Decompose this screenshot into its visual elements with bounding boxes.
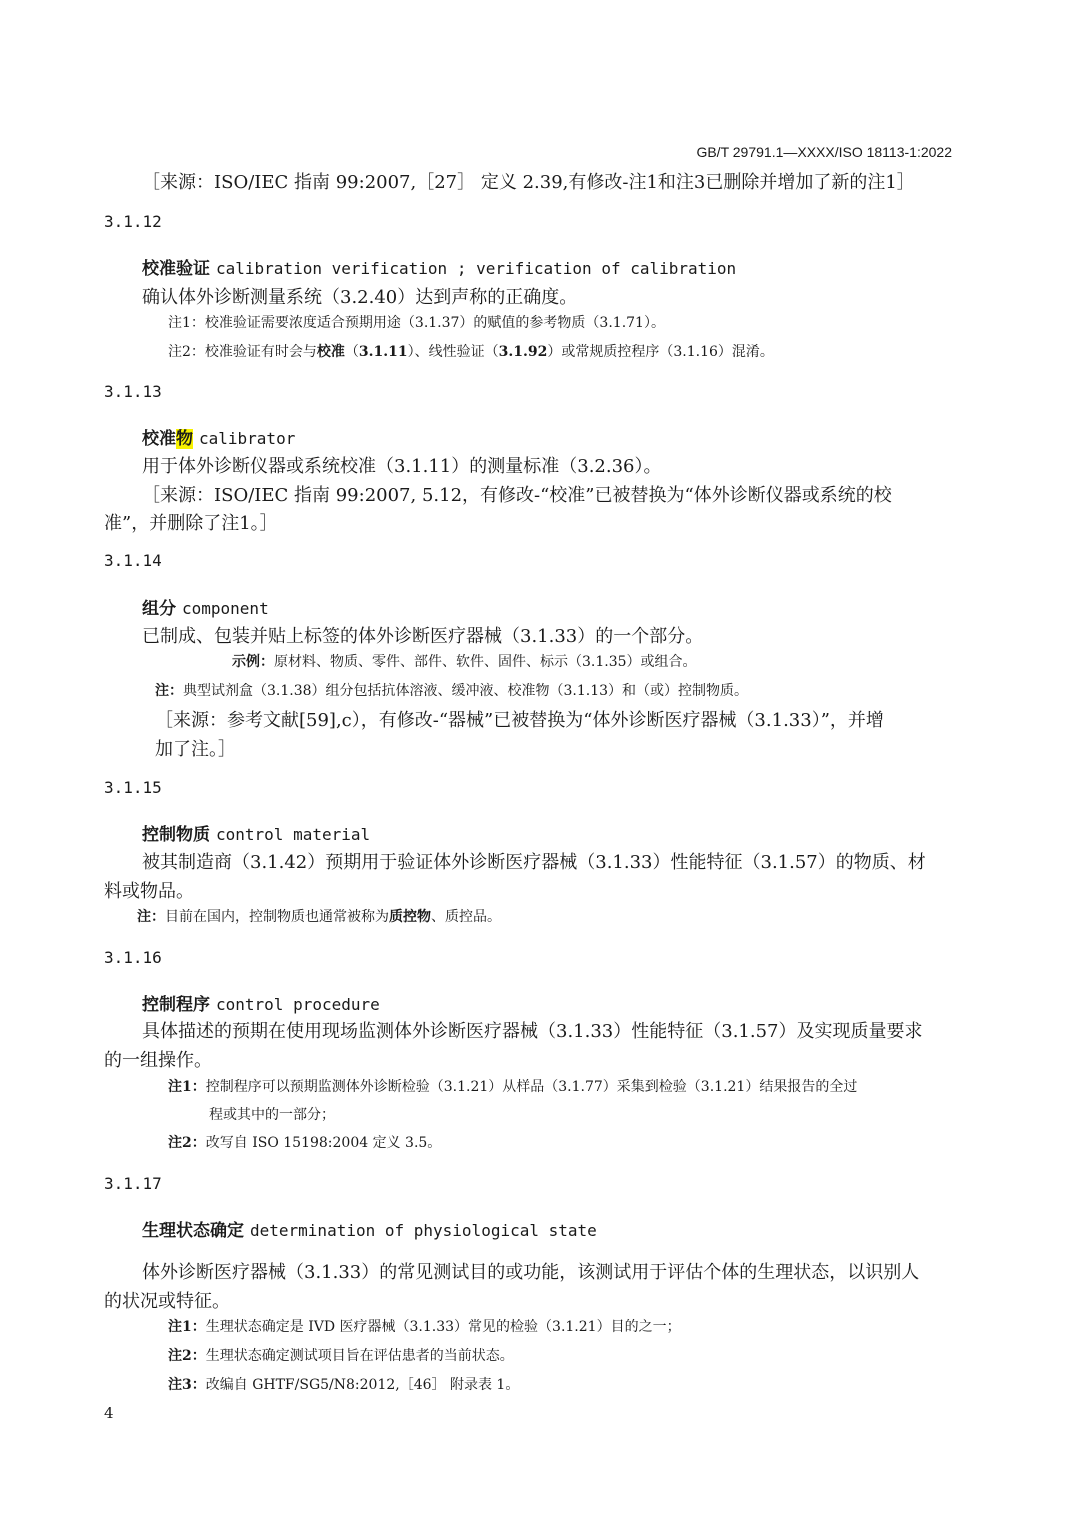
clause-number-3-1-15: 3.1.15: [104, 778, 162, 797]
note-label: 注：: [137, 909, 165, 925]
clause-number-3-1-13: 3.1.13: [104, 382, 162, 401]
term-cn: 组分: [142, 599, 176, 619]
note-2-3-1-16: [168, 1132, 441, 1152]
definition-3-1-12: 确认体外诊断测量系统（3.2.40）达到声称的正确度。: [142, 287, 578, 308]
page-number: 4: [104, 1404, 114, 1422]
note-2-3-1-12: [168, 341, 774, 361]
term-en: control procedure: [216, 995, 380, 1014]
definition-3-1-13: 用于体外诊断仪器或系统校准（3.1.11）的测量标准（3.2.36）。: [142, 456, 662, 477]
note-text: 改写自 ISO 15198:2004 定义 3.5。: [205, 1135, 442, 1151]
term-cn: 校准验证: [142, 259, 210, 279]
note-1-3-1-17: [168, 1316, 681, 1336]
example-text: 原材料、物质、零件、部件、软件、固件、标示（3.1.35）或组合。: [274, 654, 697, 670]
note-text: （: [344, 344, 359, 360]
note-3-1-15: [137, 906, 501, 926]
note-1-3-1-16-line2: 程或其中的一部分；: [209, 1107, 335, 1123]
term-3-1-14: [142, 594, 269, 619]
note-text: 生理状态确定测试项目旨在评估患者的当前状态。: [205, 1348, 514, 1364]
note-label: 注2：: [168, 1135, 206, 1151]
note-label: 注1：: [168, 1319, 206, 1335]
source-note-top: ［来源：ISO/IEC 指南 99:2007,［27］ 定义 2.39,有修改-注1和注3已删除并增加了新的注1］: [142, 172, 915, 193]
clause-number-3-1-16: 3.1.16: [104, 948, 162, 967]
source-3-1-14-line1: ［来源：参考文献[59],c），有修改-“器械”已被替换为“体外诊断医疗器械（3.1.33）”，并增: [155, 710, 884, 731]
note-label: 注2：: [168, 1348, 206, 1364]
definition-3-1-17-line1: 体外诊断医疗器械（3.1.33）的常见测试目的或功能，该测试用于评估个体的生理状态，以识别人: [142, 1262, 920, 1283]
note-text: 、质控品。: [431, 909, 501, 925]
definition-3-1-17-line2: 的状况或特征。: [104, 1291, 230, 1312]
note-2-3-1-17: [168, 1345, 514, 1365]
term-en: determination of physiological state: [250, 1221, 597, 1240]
example-3-1-14: [232, 651, 697, 671]
definition-3-1-16-line1: 具体描述的预期在使用现场监测体外诊断医疗器械（3.1.33）性能特征（3.1.57）及实现质量要求: [142, 1021, 923, 1042]
definition-3-1-16-line2: 的一组操作。: [104, 1050, 212, 1071]
source-3-1-13-line2: 准”，并删除了注1。］: [104, 513, 278, 534]
clause-number-3-1-14: 3.1.14: [104, 551, 162, 570]
clause-number-3-1-17: 3.1.17: [104, 1174, 162, 1193]
note-text: ）或常规质控程序（3.1.16）混淆。: [547, 344, 774, 360]
term-en: component: [182, 599, 269, 618]
note-text: 目前在国内，控制物质也通常被称为: [165, 909, 389, 925]
term-en: calibrator: [199, 429, 296, 448]
term-3-1-13: [142, 424, 295, 449]
note-text: 改编自 GHTF/SG5/N8:2012,［46］ 附录表 1。: [205, 1377, 520, 1393]
bold-term: 校准: [316, 344, 345, 360]
term-en: calibration verification ; verification of calibration: [216, 259, 737, 278]
term-cn: 生理状态确定: [142, 1221, 244, 1241]
term-3-1-17: [142, 1216, 597, 1241]
term-en: control material: [216, 825, 371, 844]
term-3-1-16: [142, 990, 380, 1015]
note-label: 注3：: [168, 1377, 206, 1393]
bold-ref: 3.1.11: [358, 344, 408, 360]
definition-3-1-15-line2: 料或物品。: [104, 881, 194, 902]
note-3-3-1-17: [168, 1374, 519, 1394]
bold-ref: 3.1.92: [498, 344, 548, 360]
bold-term: 质控物: [389, 909, 431, 925]
document-header: GB/T 29791.1—XXXX/ISO 18113-1:2022: [696, 144, 952, 160]
source-3-1-13-line1: ［来源：ISO/IEC 指南 99:2007, 5.12，有修改-“校准”已被替换为“体外诊断仪器或系统的校: [142, 485, 892, 506]
note-text: 注2：校准验证有时会与: [168, 344, 317, 360]
note-text: 生理状态确定是 IVD 医疗器械（3.1.33）常见的检验（3.1.21）目的之一；: [205, 1319, 681, 1335]
note-label: 注1：: [168, 1079, 206, 1095]
note-1-3-1-16: [168, 1076, 857, 1096]
definition-3-1-14: 已制成、包装并贴上标签的体外诊断医疗器械（3.1.33）的一个部分。: [142, 626, 704, 647]
term-cn: 控制物质: [142, 825, 210, 845]
note-1-3-1-12: 注1：校准验证需要浓度适合预期用途（3.1.37）的赋值的参考物质（3.1.71）。: [168, 315, 665, 331]
definition-3-1-15-line1: 被其制造商（3.1.42）预期用于验证体外诊断医疗器械（3.1.33）性能特征（3.1.57）的物质、材: [142, 852, 926, 873]
note-label: 注：: [155, 683, 183, 699]
term-3-1-15: [142, 820, 370, 845]
example-label: 示例：: [232, 654, 274, 670]
note-text: ）、线性验证（: [407, 344, 499, 360]
highlighted-text: 物: [176, 429, 193, 449]
term-cn: 校准: [142, 429, 176, 449]
clause-number-3-1-12: 3.1.12: [104, 212, 162, 231]
term-3-1-12: [142, 254, 736, 279]
note-3-1-14: [155, 680, 748, 700]
term-cn: 控制程序: [142, 995, 210, 1015]
note-text: 典型试剂盒（3.1.38）组分包括抗体溶液、缓冲液、校准物（3.1.13）和（或）控制物质。: [183, 683, 749, 699]
source-3-1-14-line2: 加了注。］: [155, 739, 236, 760]
note-text: 控制程序可以预期监测体外诊断检验（3.1.21）从样品（3.1.77）采集到检验（3.1.21）结果报告的全过: [205, 1079, 858, 1095]
